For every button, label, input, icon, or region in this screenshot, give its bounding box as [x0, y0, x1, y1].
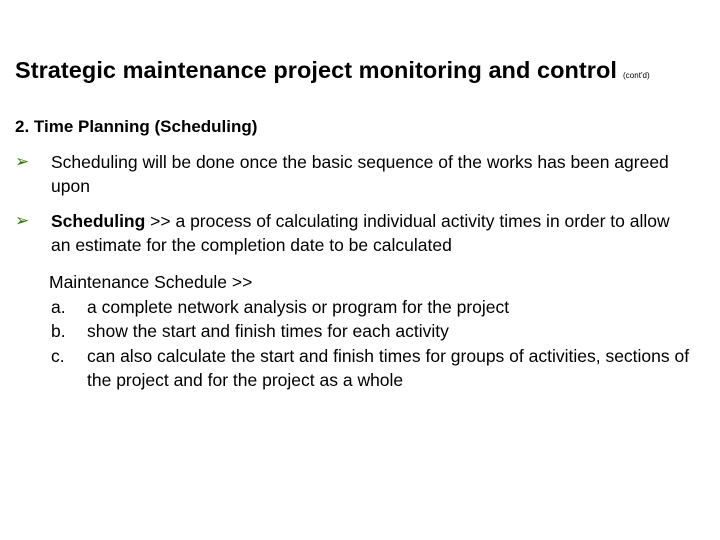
section-heading: 2. Time Planning (Scheduling)	[15, 117, 258, 136]
schedule-item	[49, 344, 699, 393]
schedule-heading: Maintenance Schedule >>	[49, 272, 253, 292]
bullet-body: Scheduling will be done once the basic sequence of the works has been agreed upon	[51, 152, 669, 196]
schedule-item-letter: c.	[51, 345, 65, 366]
title-suffix: (cont'd)	[622, 71, 650, 80]
arrow-bullet-icon: ➢	[15, 211, 30, 230]
bullet-text	[51, 209, 691, 257]
bullet-text	[51, 150, 691, 198]
schedule-item-text: can also calculate the start and finish times for groups of activities, sections of the project and for the project as a whole	[87, 345, 690, 390]
schedule-item-text: a complete network analysis or program for the project	[87, 296, 510, 317]
schedule-item-letter: a.	[51, 296, 66, 317]
schedule-item	[49, 319, 699, 344]
schedule-item	[49, 295, 699, 320]
bullet-lead: Scheduling	[51, 211, 146, 231]
maintenance-schedule	[49, 270, 699, 393]
slide-title	[15, 57, 650, 84]
schedule-item-letter: b.	[51, 321, 66, 341]
title-text: Strategic maintenance project monitoring and control	[15, 57, 617, 83]
arrow-bullet-icon: ➢	[15, 152, 30, 171]
schedule-item-text: show the start and finish times for each activity	[87, 321, 449, 341]
bullet-body: >> a process of calculating individual activity times in order to allow an estimate for the completion date to be calculated	[51, 211, 670, 255]
